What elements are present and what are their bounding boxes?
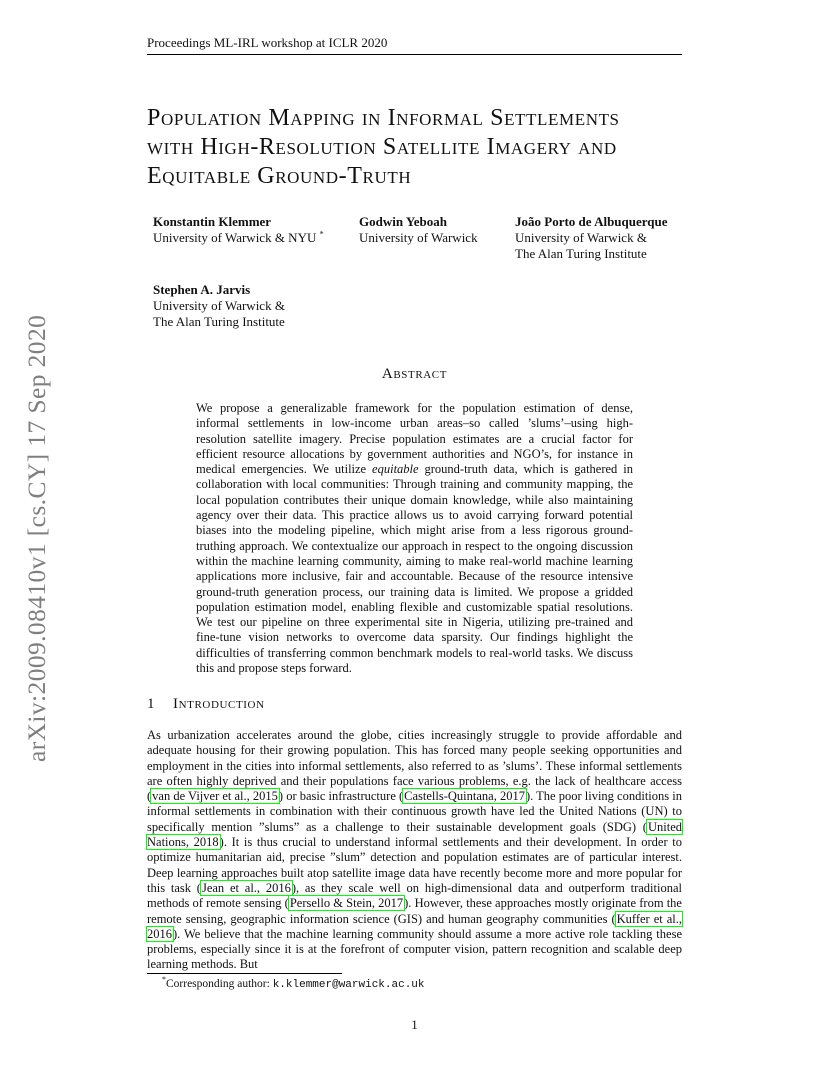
- section-heading: [147, 696, 682, 713]
- title-line: Population Mapping in Informal Settlements: [147, 105, 620, 131]
- author-name: Stephen A. Jarvis: [153, 282, 251, 297]
- author-affiliation: University of Warwick & NYU *: [153, 229, 324, 245]
- email-address[interactable]: k.klemmer@warwick.ac.uk: [272, 979, 425, 991]
- citation-link[interactable]: Castells-Quintana, 2017: [404, 789, 525, 804]
- running-header: Proceedings ML-IRL workshop at ICLR 2020: [147, 34, 682, 55]
- arxiv-identifier-stamp[interactable]: arXiv:2009.08410v1 [cs.CY] 17 Sep 2020: [22, 314, 51, 762]
- abstract-heading: Abstract: [381, 366, 448, 382]
- author-affiliation: University of Warwick: [359, 230, 478, 245]
- footnote-marker[interactable]: *: [319, 229, 324, 239]
- author-affiliation: The Alan Turing Institute: [153, 314, 285, 329]
- citation-link[interactable]: Jean et al., 2016: [201, 880, 291, 895]
- citation-link[interactable]: van de Vijver et al., 2015: [152, 789, 278, 804]
- author-affiliation: University of Warwick &: [153, 298, 285, 313]
- footnote-marker: *: [162, 975, 166, 985]
- citation-link[interactable]: United Nations, 2018: [147, 819, 682, 850]
- author-block: [153, 214, 324, 246]
- citation-link[interactable]: Kuffer et al., 2016: [147, 911, 682, 941]
- citation-link[interactable]: Persello & Stein, 2017: [289, 896, 404, 911]
- author-block: [153, 282, 285, 330]
- footnote-divider: [147, 973, 342, 974]
- footnote: *Corresponding author: k.klemmer@warwick.ac.uk: [162, 975, 425, 991]
- author-name: João Porto de Albuquerque: [515, 214, 668, 229]
- author-name: Godwin Yeboah: [359, 214, 448, 229]
- title-line: Equitable Ground-Truth: [147, 163, 412, 189]
- abstract-text: We propose a generalizable framework for the population estimation of dense, informal settlements in low-income urban areas–so called ’slums’–using high-resolution satellite imagery. Precise population estimates are a crucial factor for efficient resource allocations by government authorities and NGO’s, for instance in medical emergencies. We utilize equitable ground-truth data, which is gathered in collaboration with local communities: Through training and community mapping, the local population contributes their unique domain knowledge, while also maintaining agency over their data. This practice allows us to avoid carrying forward potential biases into the modeling pipeline, which might arise from a less rigorous ground-truthing approach. We contextualize our approach in respect to the ongoing discussion within the machine learning community, aiming to make real-world machine learning applications more inclusive, fair and accountable. Because of the resource intensive ground-truth generation process, our training data is limited. We propose a gridded population estimation model, enabling flexible and customizable spatial resolutions. We test our pipeline on three experimental site in Nigeria, utilizing pre-trained and fine-tune vision networks to overcome data sparsity. Our findings highlight the difficulties of transferring common benchmark models to real-world tasks. We discuss this and propose steps forward.: [196, 401, 633, 676]
- title-line: with High-Resolution Satellite Imagery and: [147, 134, 617, 160]
- emphasis: equitable: [372, 462, 419, 477]
- author-affiliation: The Alan Turing Institute: [515, 246, 647, 261]
- section-title: Introduction: [173, 696, 265, 712]
- page-number: 1: [411, 1017, 418, 1032]
- author-name: Konstantin Klemmer: [153, 214, 272, 229]
- author-block: [515, 214, 668, 262]
- introduction-text: As urbanization accelerates around the globe, cities increasingly struggle to provide affordable and adequate housing for their growing population. This has forced many people seeking opportunities and employment in the cities into informal settlements, also referred to as ’slums’. These informal settlements are often highly deprived and their populations face various problems, e.g. the lack of healthcare access (van de Vijver et al., 2015) or basic infrastructure (Castells-Quintana, 2017). The poor living conditions in informal settlements in combination with their continuous growth have led the United Nations (UN) to specifically mention ”slums” as a challenge to their sustainable development goals (SDG) (United Nations, 2018). It is thus crucial to understand informal settlements and their development. In order to optimize humanitarian aid, precise ”slum” detection and population estimates are of particular interest. Deep learning approaches built atop satellite image data have recently become more and more popular for this task (Jean et al., 2016), as they scale well on high-dimensional data and outperform traditional methods of remote sensing (Persello & Stein, 2017). However, these approaches mostly originate from the remote sensing, geographic information science (GIS) and human geography communities (Kuffer et al., 2016). We believe that the machine learning community should assume a more active role tackling these problems, especially since it is at the forefront of computer vision, pattern recognition and scalable deep learning methods. But: [147, 728, 682, 972]
- paper-title: [147, 104, 707, 191]
- author-affiliation: University of Warwick &: [515, 230, 647, 245]
- section-number: 1: [147, 696, 156, 712]
- author-block: [359, 214, 478, 246]
